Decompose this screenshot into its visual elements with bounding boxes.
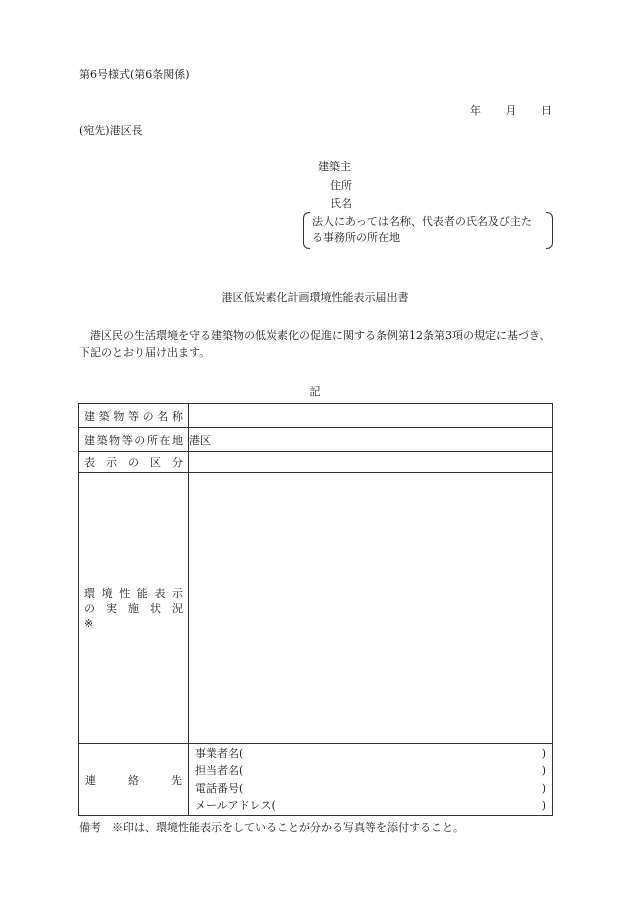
building-name-label-text — [79, 408, 188, 424]
building-name-label-char: 称 — [171, 409, 183, 423]
contact-item[interactable] — [195, 797, 546, 815]
building-location-label-char: 建 — [84, 433, 95, 447]
display-category-label-char: 区 — [150, 456, 161, 469]
building-location-label-char: の — [134, 433, 146, 447]
environmental-display-label-line-2 — [84, 601, 183, 616]
display-category-field[interactable] — [189, 452, 553, 473]
display-category-label-char: の — [128, 456, 139, 469]
environmental-display-line-2-char: 況 — [172, 601, 183, 615]
contact-item-close-paren: ) — [541, 799, 546, 812]
table-row-environmental-display — [79, 473, 553, 744]
contact-item-close-paren: ) — [541, 781, 546, 795]
table-row-building-location — [79, 428, 553, 452]
environmental-display-label — [79, 473, 189, 744]
environmental-display-field[interactable] — [189, 473, 553, 744]
contact-label-char: 先 — [171, 773, 182, 787]
ki-heading: 記 — [309, 385, 321, 398]
contact-item-label: 事業者名( — [195, 746, 244, 760]
environmental-display-line-1-char: 示 — [171, 586, 183, 600]
contact-item[interactable] — [195, 780, 546, 798]
contact-list — [189, 745, 552, 815]
environmental-display-label-text — [79, 586, 188, 631]
display-category-label-char: 示 — [106, 456, 117, 469]
contact-item-label: 電話番号( — [195, 781, 244, 795]
applicant-label: 建築主 — [318, 160, 351, 173]
remarks: 備考 ※印は、環境性能表示をしていることが分かる写真等を添付すること。 — [79, 821, 464, 834]
contact-item-label: メールアドレス( — [195, 799, 276, 812]
contact-item[interactable] — [195, 762, 546, 780]
building-name-label-char: 建 — [84, 409, 95, 423]
display-category-label — [79, 452, 189, 473]
date-day-label: 日 — [541, 104, 552, 117]
environmental-display-line-2-char: の — [84, 601, 95, 615]
building-name-label-char: の — [142, 409, 154, 423]
environmental-display-line-1-char: 境 — [101, 586, 113, 600]
contact-item-close-paren: ) — [541, 746, 546, 760]
environmental-display-line-1-char: 能 — [136, 586, 148, 600]
left-bracket — [303, 212, 310, 249]
corporate-note-line-1: 法人にあっては名称、代表者の氏名及び主た — [312, 215, 532, 228]
name-label: 氏名 — [330, 197, 352, 210]
table-row-display-category — [79, 452, 553, 473]
building-location-label-char: 在 — [159, 433, 171, 447]
corporate-note-line-2: る事務所の所在地 — [312, 231, 400, 244]
contact-label-char: 連 — [85, 773, 96, 787]
display-category-label-char: 分 — [172, 456, 183, 469]
contact-label-text — [79, 772, 188, 788]
building-location-label — [79, 428, 189, 452]
environmental-display-line-1-char: 性 — [119, 586, 131, 600]
building-location-label-text — [79, 432, 188, 448]
contact-item-label: 担当者名( — [195, 764, 244, 777]
display-category-label-char: 表 — [84, 456, 95, 469]
address-label: 住所 — [330, 179, 352, 192]
date-year-label: 年 — [470, 104, 481, 117]
building-location-label-char: 築 — [96, 433, 108, 447]
addressee: (宛先)港区長 — [79, 124, 143, 137]
building-location-label-char: 地 — [171, 433, 183, 447]
environmental-display-line-2-char: 施 — [128, 601, 139, 615]
building-location-label-char: 等 — [121, 433, 133, 447]
environmental-display-label-line-1 — [84, 586, 183, 601]
notice-table — [78, 403, 553, 816]
building-name-label-char: 物 — [113, 409, 125, 423]
building-name-field[interactable] — [189, 404, 553, 428]
date-line — [470, 104, 552, 118]
date-month-label: 月 — [505, 104, 517, 117]
table-row-contact — [79, 744, 553, 816]
contact-label-char: 絡 — [128, 773, 139, 787]
environmental-display-line-2-char: 実 — [106, 601, 117, 615]
table-row-building-name — [79, 404, 553, 428]
form-number: 第6号様式(第6条関係) — [79, 68, 190, 81]
environmental-display-line-2-char: 状 — [150, 601, 161, 615]
building-name-label — [79, 404, 189, 428]
environmental-display-line-1-char: 表 — [154, 586, 166, 600]
building-name-label-char: 築 — [98, 409, 110, 423]
right-bracket — [546, 212, 553, 249]
building-name-label-char: 名 — [157, 409, 169, 423]
corporate-note-text — [312, 214, 532, 246]
contact-label — [79, 744, 189, 816]
building-name-label-char: 等 — [127, 409, 139, 423]
building-location-label-char: 物 — [109, 433, 121, 447]
asterisk-mark: ※ — [84, 616, 94, 630]
corporate-note — [303, 212, 553, 249]
contact-item-close-paren: ) — [541, 764, 546, 777]
building-location-label-char: 所 — [146, 433, 158, 447]
display-category-label-text — [79, 454, 188, 470]
contact-item[interactable] — [195, 745, 546, 763]
intro-paragraph: 港区民の生活環境を守る建築物の低炭素化の促進に関する条例第12条第3項の規定に基づき、下記のとおり届け出ます。 — [79, 329, 551, 359]
contact-field — [189, 744, 553, 816]
environmental-display-line-1-char: 環 — [84, 586, 95, 600]
building-location-field[interactable]: 港区 — [189, 428, 553, 452]
document-title: 港区低炭素化計画環境性能表示届出書 — [221, 291, 409, 304]
